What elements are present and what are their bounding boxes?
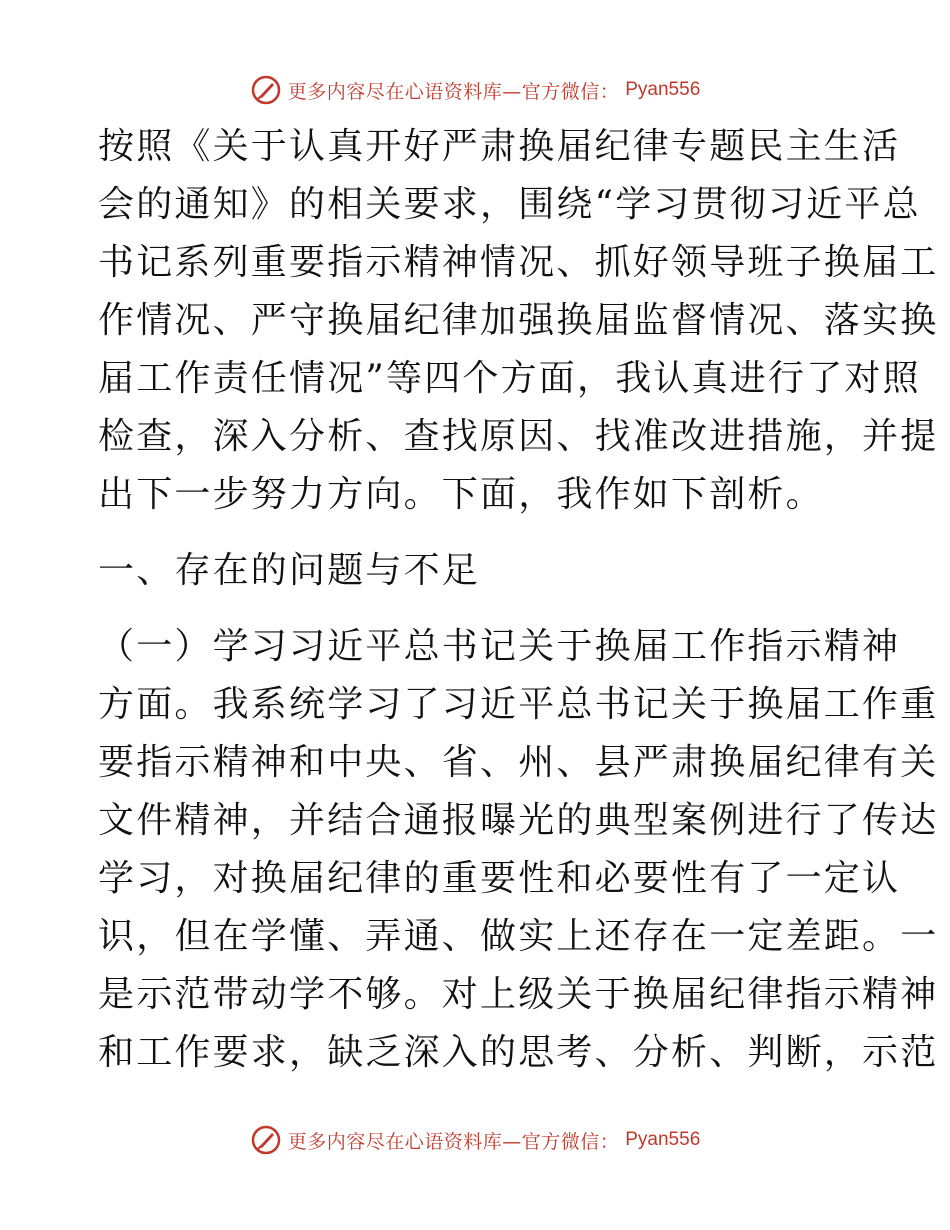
text-line: 要指示精神和中央、省、州、县严肃换届纪律有关 (98, 742, 939, 783)
text-line: 学习，对换届纪律的重要性和必要性有了一定认 (98, 858, 901, 899)
quill-logo-icon (250, 1124, 282, 1156)
text-line: 届工作责任情况”等四个方面，我认真进行了对照 (98, 358, 921, 399)
watermark-wechat-id: Pyan556 (625, 79, 701, 100)
footer-watermark (0, 1120, 950, 1160)
section-heading: 一、存在的问题与不足 (98, 550, 481, 591)
text-line: 文件精神，并结合通报曝光的典型案例进行了传达 (98, 800, 939, 841)
text-line: 会的通知》的相关要求，围绕“学习贯彻习近平总 (98, 184, 921, 225)
text-line: 和工作要求，缺乏深入的思考、分析、判断，示范 (98, 1032, 939, 1073)
quill-logo-icon (250, 74, 282, 106)
text-line: 方面。我系统学习了习近平总书记关于换届工作重 (98, 684, 939, 725)
text-line: 识，但在学懂、弄通、做实上还存在一定差距。一 (98, 916, 939, 957)
watermark-text: 更多内容尽在心语资料库—官方微信： (287, 1130, 620, 1153)
text-line: 书记系列重要指示精神情况、抓好领导班子换届工 (98, 242, 939, 283)
watermark-wechat-id: Pyan556 (625, 1129, 701, 1150)
text-line: （一）学习习近平总书记关于换届工作指示精神 (98, 626, 901, 667)
text-line: 按照《关于认真开好严肃换届纪律专题民主生活 (98, 126, 901, 167)
text-line: 是示范带动学不够。对上级关于换届纪律指示精神 (98, 974, 939, 1015)
text-line: 出下一步努力方向。下面，我作如下剖析。 (98, 474, 824, 515)
watermark-text: 更多内容尽在心语资料库—官方微信： (287, 80, 620, 103)
document-body (98, 118, 939, 1082)
header-watermark (0, 70, 950, 110)
text-line: 作情况、严守换届纪律加强换届监督情况、落实换 (98, 300, 939, 341)
text-line: 检查，深入分析、查找原因、找准改进措施，并提 (98, 416, 939, 457)
